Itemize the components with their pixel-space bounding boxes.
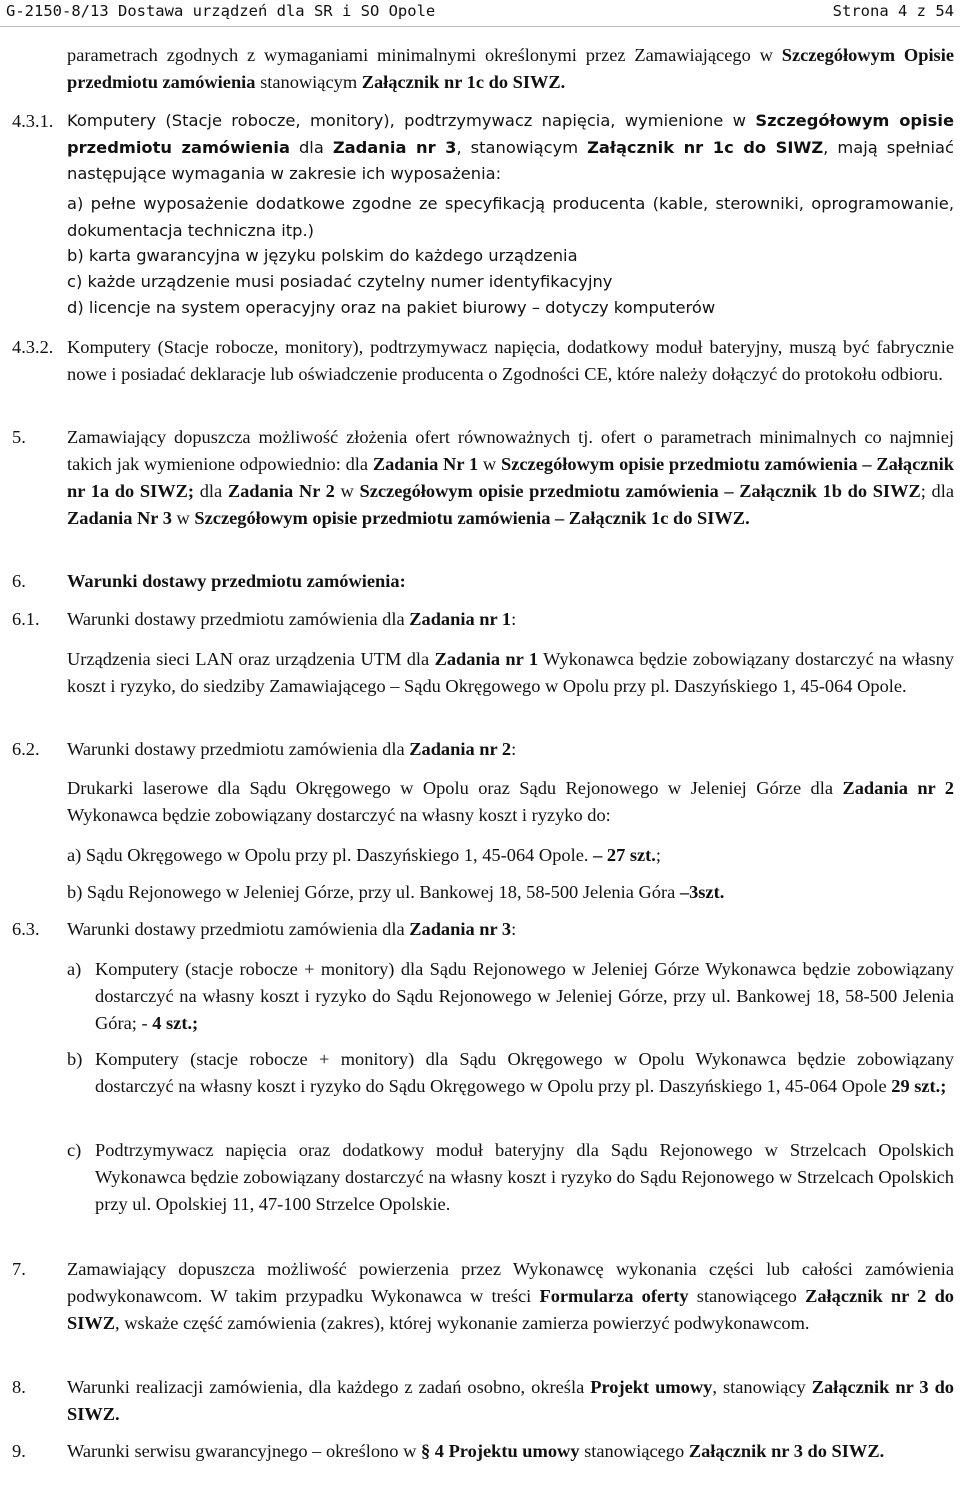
bold-run: Zadania Nr 1 [372,454,479,474]
list-item-a: a) pełne wyposażenie dodatkowe zgodne ze specyfikacją producenta (kable, sterowniki, oprogramowanie, dokumentacja techniczna itp.) [67,194,954,240]
text-run: Wykonawca będzie zobowiązany dostarczyć na własny koszt i ryzyko, do siedziby Zamawiającego – Sądu Okręgowego w Opolu przy pl. Daszyńskiego 1, 45-064 Opole. [67,649,954,696]
bold-run: Zadania nr 1 [434,649,539,669]
bold-run: Załącznik nr 3 do SIWZ. [688,1441,885,1461]
delivery-item-a [67,842,954,869]
text-run: ; dla [920,481,954,501]
delivery-item-c: Podtrzymywacz napięcia oraz dodatkowy moduł bateryjny dla Sądu Rejonowego w Strzelcach Opolskich Wykonawca będzie zobowiązany dostarczyć na własny koszt i ryzyko do Sądu Rejonowego w Strzelcach Opolskich przy ul. Opolskiej 11, 47-100 Strzelce Opolskie. [95,1140,954,1214]
text-run: Zamawiający dopuszcza możliwość powierzenia przez Wykonawcę wykonania części lub całości zamówienia podwykonawcom. W takim przypadku Wykonawca w treści [67,1259,954,1306]
text-run: w [334,481,360,501]
section-number: 5. [12,427,26,447]
continuation-paragraph [67,42,954,96]
section-8-paragraph [67,1374,954,1428]
header-page-number: Strona 4 z 54 [832,2,954,20]
bold-run: 29 szt.; [891,1076,947,1096]
item-label: a) [67,959,82,979]
text-run: ; [655,845,662,865]
text-run: Warunki dostawy przedmiotu zamówienia dla [67,609,410,629]
page-header [0,0,960,27]
section-6-heading: Warunki dostawy przedmiotu zamówienia: [67,571,406,591]
bold-run: Zadania nr 2 [409,739,512,759]
text-run: Drukarki laserowe dla Sądu Okręgowego w Opolu oraz Sądu Rejonowego w Jeleniej Górze dla [67,778,843,798]
text-run: , wskaże część zamówienia (zakres), której wykonanie zamierza powierzyć podwykonawcom. [115,1313,810,1333]
bold-run: Szczegółowym Opisie przedmiotu zamówienia [67,45,954,92]
text-run: , stanowiącym [456,137,588,157]
text-run: w [171,508,195,528]
delivery-item-b [95,1046,954,1100]
text-run: : [511,919,517,939]
section-6-1-paragraph [67,646,954,700]
section-number: 8. [12,1377,26,1397]
section-number: 9. [12,1441,26,1461]
bold-run: Zadania Nr 2 [227,481,335,501]
text-run: dla [194,481,228,501]
bold-run: Zadania Nr 3 [67,508,172,528]
text-run: stanowiącego [688,1286,806,1306]
bold-run: Załącznik nr 1c do SIWZ. [361,72,566,92]
bold-run: Formularza oferty [539,1286,689,1306]
section-7-paragraph [67,1256,954,1337]
item-label: b) [67,1049,83,1069]
delivery-item-a [95,956,954,1037]
text-run: Warunki realizacji zamówienia, dla każdego z zadań osobno, określa [67,1377,591,1397]
text-run: w [478,454,501,474]
section-5-paragraph [67,424,954,532]
header-document-id: G-2150-8/13 Dostawa urządzeń dla SR i SO Opole [6,2,436,20]
list-item-d: d) licencje na system operacyjny oraz na pakiet biurowy – dotyczy komputerów [67,298,716,317]
text-run: stanowiącym [255,72,362,92]
text-run: Komputery (stacje robocze + monitory) dla Sądu Rejonowego w Jeleniej Górze Wykonawca będzie zobowiązany dostarczyć na własny koszt i ryzyko do Sądu Rejonowego w Jeleniej Górze, przy ul. Bankowej 18, 58-500 Jelenia Góra; - [95,959,954,1033]
section-number: 4.3.1. [12,111,54,131]
section-6-2-heading [67,736,954,763]
text-run: , stanowiący [712,1377,812,1397]
text-run: a) Sądu Okręgowego w Opolu przy pl. Daszyńskiego 1, 45-064 Opole. [67,845,594,865]
text-run: Komputery (Stacje robocze, monitory), podtrzymywacz napięcia, wymienione w [67,111,756,130]
section-number: 4.3.2. [12,337,54,357]
section-number: 6.3. [12,919,40,939]
bold-run: Projekt umowy [590,1377,713,1397]
text-run: Urządzenia sieci LAN oraz urządzenia UTM dla [67,649,435,669]
bold-run: Zadania nr 3 [332,137,457,157]
list-item-c: c) każde urządzenie musi posiadać czytelny numer identyfikacyjny [67,272,613,291]
section-number: 6. [12,571,26,591]
bold-run: § 4 Projektu umowy [420,1441,580,1461]
section-number: 7. [12,1259,26,1279]
text-run: dla [289,137,333,157]
text-run: stanowiącego [579,1441,689,1461]
section-6-2-paragraph [67,775,954,829]
delivery-item-b [67,879,954,906]
text-run: : [511,739,517,759]
section-number: 6.2. [12,739,40,759]
text-run: Wykonawca będzie zobowiązany dostarczyć na własny koszt i ryzyko do: [67,805,611,825]
bold-run: Zadania nr 2 [842,778,954,798]
bold-run: Szczegółowym opisie przedmiotu zamówienia – Załącznik nr 1a do SIWZ; [67,454,954,501]
bold-run: – 27 szt. [593,845,656,865]
text-run: Warunki dostawy przedmiotu zamówienia dla [67,739,410,759]
item-label: c) [67,1140,82,1160]
text-run: Zamawiający dopuszcza możliwość złożenia ofert równoważnych tj. ofert o parametrach minimalnych co najmniej takich jak wymienione odpowiednio: dla [67,427,954,474]
bold-run: Szczegółowym opisie przedmiotu zamówienia [67,111,954,157]
section-6-3-heading [67,916,954,943]
text-run: : [511,609,517,629]
bold-run: Szczegółowym opisie przedmiotu zamówienia – Załącznik 1c do SIWZ. [194,508,750,528]
bold-run: Zadania nr 1 [409,609,512,629]
section-4-3-2-paragraph: Komputery (Stacje robocze, monitory), podtrzymywacz napięcia, dodatkowy moduł bateryjny, muszą być fabrycznie nowe i posiadać deklaracje lub oświadczenie producenta o Zgodności CE, które należy dołączyć do protokołu odbioru. [67,337,954,384]
section-9-paragraph [67,1438,954,1465]
text-run: Komputery (stacje robocze + monitory) dla Sądu Okręgowego w Opolu Wykonawca będzie zobowiązany dostarczyć na własny koszt i ryzyko do Sądu Okręgowego w Opolu przy pl. Daszyńskiego 1, 45-064 Opole [95,1049,954,1096]
bold-run: 4 szt.; [152,1013,199,1033]
list-item-b: b) karta gwarancyjna w języku polskim do każdego urządzenia [67,246,578,265]
bold-run: Załącznik nr 3 do SIWZ. [67,1377,954,1424]
section-6-1-heading [67,606,954,633]
section-number: 6.1. [12,609,40,629]
bold-run: Szczegółowym opisie przedmiotu zamówienia – Załącznik 1b do SIWZ [359,481,921,501]
text-run: parametrach zgodnych z wymaganiami minimalnymi określonymi przez Zamawiającego w [67,45,782,65]
section-4-3-1-paragraph [67,108,954,188]
text-run: , mają spełniać następujące wymagania w zakresie ich wyposażenia: [67,137,954,183]
text-run: b) Sądu Rejonowego w Jeleniej Górze, przy ul. Bankowej 18, 58-500 Jelenia Góra [67,882,680,902]
bold-run: Załącznik nr 2 do SIWZ [67,1286,954,1333]
text-run: Warunki serwisu gwarancyjnego – określono w [67,1441,421,1461]
bold-run: –3szt. [679,882,725,902]
bold-run: Załącznik nr 1c do SIWZ [587,137,824,157]
bold-run: Zadania nr 3 [409,919,512,939]
text-run: Warunki dostawy przedmiotu zamówienia dla [67,919,410,939]
